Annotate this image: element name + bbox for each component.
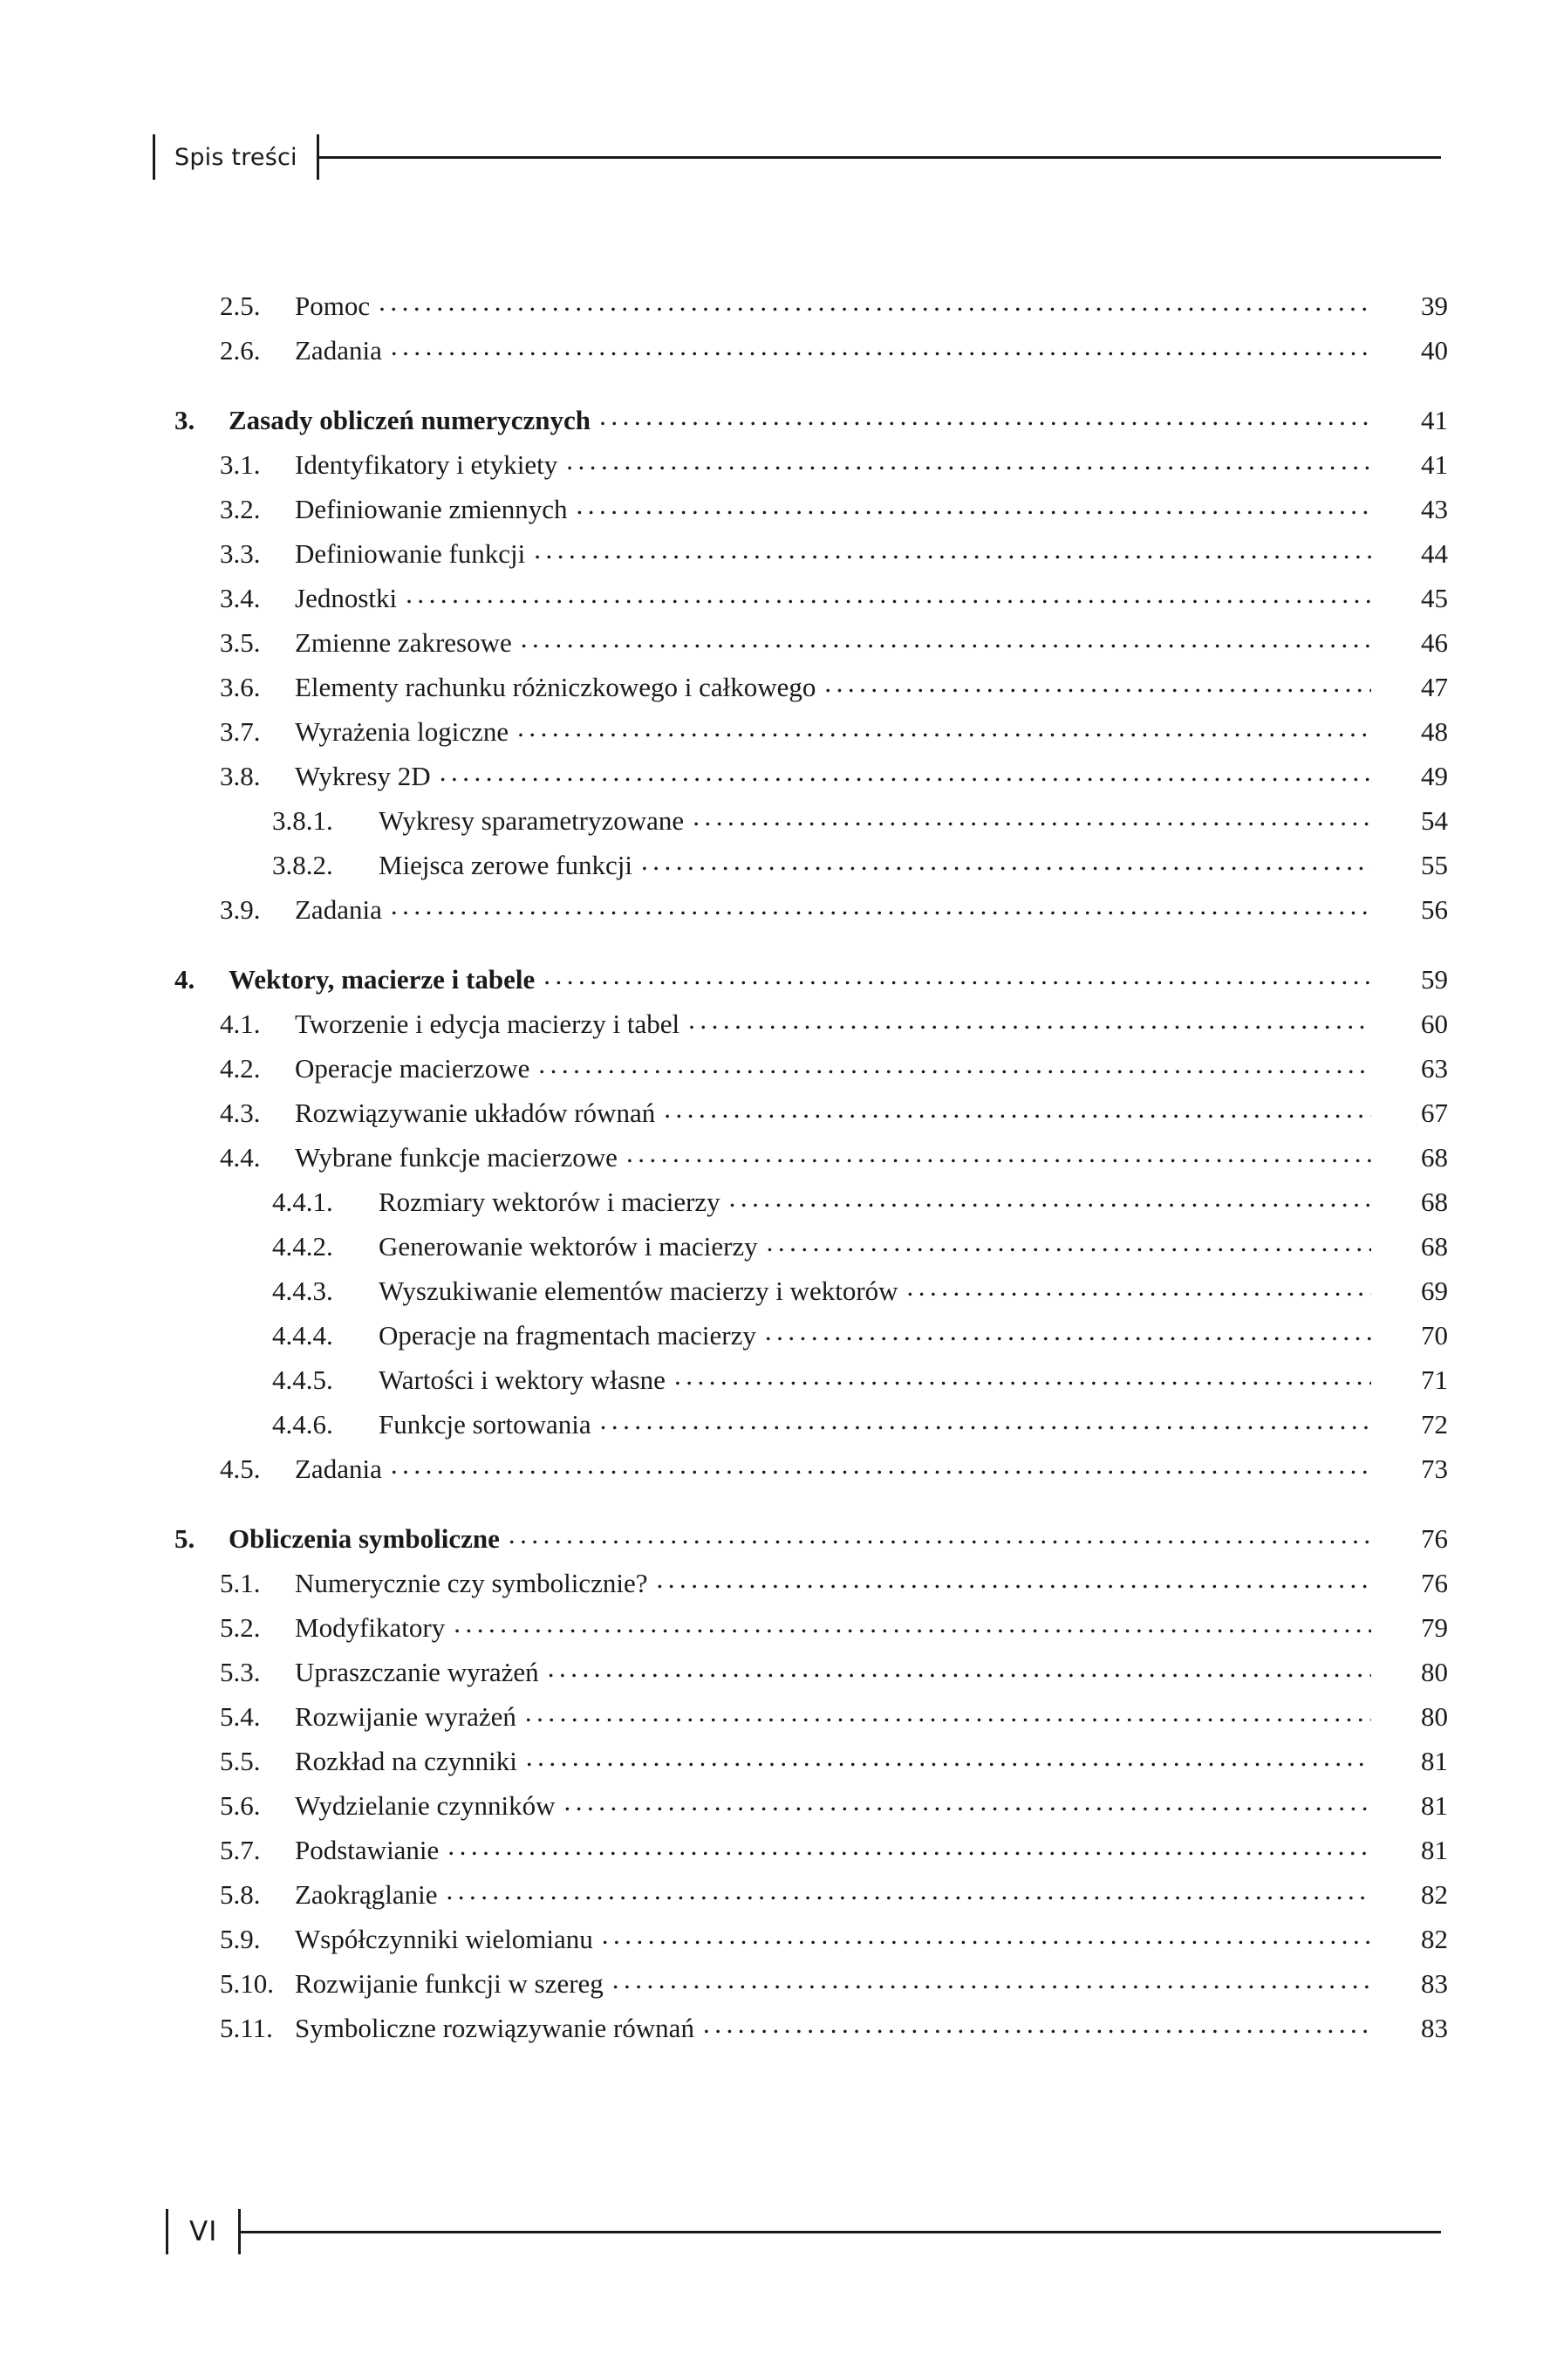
toc-entry-page: 40	[1421, 335, 1448, 366]
toc-entry-title: Zadania	[295, 335, 382, 366]
toc-entry-number: 5.5.	[220, 1746, 261, 1776]
toc-entry[interactable]	[220, 1006, 1448, 1037]
toc-entry-number: 4.5.	[220, 1453, 261, 1484]
toc-entry[interactable]	[220, 491, 1448, 523]
toc-entry-title: Rozwiązywanie układów równań	[295, 1098, 656, 1128]
toc-entry-page: 45	[1421, 583, 1448, 613]
toc-entry-leader	[521, 625, 1371, 652]
toc-entry[interactable]	[220, 1743, 1448, 1775]
header-rule-line	[319, 156, 1441, 159]
toc-entry-page: 60	[1421, 1009, 1448, 1039]
toc-entry-title: Wyrażenia logiczne	[295, 716, 509, 747]
toc-entry-title: Numerycznie czy symbolicznie?	[295, 1568, 648, 1598]
toc-entry-number: 5.1.	[220, 1568, 261, 1598]
toc-entry-number: 4.	[174, 964, 195, 995]
toc-entry-title: Tworzenie i edycja macierzy i tabel	[295, 1009, 680, 1039]
toc-entry-title: Wyszukiwanie elementów macierzy i wektorów	[379, 1275, 898, 1306]
toc-entry[interactable]	[272, 803, 1448, 834]
toc-entry[interactable]	[220, 1788, 1448, 1819]
toc-entry-title: Miejsca zerowe funkcji	[379, 850, 632, 880]
toc-entry-title: Symboliczne rozwiązywanie równań	[295, 2013, 694, 2043]
toc-entry[interactable]	[220, 625, 1448, 656]
toc-entry-title: Definiowanie zmiennych	[295, 494, 568, 524]
toc-entry-number: 3.8.	[220, 761, 261, 791]
toc-entry-title: Zmienne zakresowe	[295, 627, 512, 658]
toc-entry-page: 41	[1421, 449, 1448, 480]
toc-entry-title: Zadania	[295, 1453, 382, 1484]
toc-entry[interactable]	[220, 892, 1448, 923]
toc-entry-number: 5.11.	[220, 2013, 273, 2043]
toc-entry-number: 3.5.	[220, 627, 261, 658]
toc-entry-number: 4.4.1.	[272, 1187, 333, 1217]
toc-entry[interactable]	[272, 847, 1448, 879]
toc-entry[interactable]	[272, 1228, 1448, 1260]
toc-entry-title: Zadania	[295, 894, 382, 925]
toc-entry-leader	[564, 1788, 1371, 1815]
toc-entry-number: 4.4.2.	[272, 1231, 333, 1262]
toc-entry[interactable]	[220, 536, 1448, 567]
toc-entry[interactable]	[220, 1877, 1448, 1908]
toc-entry-title: Wydzielanie czynników	[295, 1790, 556, 1821]
footer-rule-line	[241, 2231, 1441, 2233]
toc-entry-leader	[664, 1095, 1371, 1122]
toc-entry[interactable]	[220, 1699, 1448, 1730]
page-footer	[166, 2206, 1441, 2258]
toc-entry-page: 39	[1421, 291, 1448, 321]
toc-entry-leader	[657, 1565, 1371, 1592]
toc-entry-leader	[538, 1050, 1371, 1077]
toc-entry-leader	[406, 580, 1371, 607]
toc-entry-title: Operacje na fragmentach macierzy	[379, 1320, 756, 1351]
toc-entry-number: 5.9.	[220, 1924, 261, 1954]
toc-entry-number: 5.4.	[220, 1701, 261, 1732]
toc-entry-page: 56	[1421, 894, 1448, 925]
toc-entry-number: 5.6.	[220, 1790, 261, 1821]
toc-entry-title: Identyfikatory i etykiety	[295, 449, 558, 480]
toc-entry[interactable]	[220, 447, 1448, 478]
toc-entry-title: Rozwijanie wyrażeń	[295, 1701, 516, 1732]
toc-entry-page: 72	[1421, 1409, 1448, 1440]
toc-entry-page: 67	[1421, 1098, 1448, 1128]
toc-entry-title: Definiowanie funkcji	[295, 538, 526, 569]
toc-entry-page: 63	[1421, 1053, 1448, 1084]
toc-entry-page: 83	[1421, 2013, 1448, 2043]
toc-entry-leader	[729, 1184, 1371, 1211]
toc-entry[interactable]	[174, 402, 1448, 434]
toc-entry[interactable]	[272, 1317, 1448, 1349]
toc-entry-title: Wybrane funkcje macierzowe	[295, 1142, 618, 1173]
toc-entry[interactable]	[220, 288, 1448, 319]
toc-entry[interactable]	[220, 332, 1448, 364]
toc-entry-page: 48	[1421, 716, 1448, 747]
toc-entry-number: 3.8.1.	[272, 805, 333, 836]
toc-entry-leader	[612, 1966, 1371, 1993]
toc-entry-leader	[440, 758, 1371, 785]
toc-entry-title: Zaokrąglanie	[295, 1879, 438, 1910]
toc-entry[interactable]	[220, 1139, 1448, 1171]
toc-entry-number: 3.6.	[220, 672, 261, 702]
toc-entry-title: Zasady obliczeń numerycznych	[229, 405, 591, 435]
toc-entry-page: 46	[1421, 627, 1448, 658]
toc-entry-title: Rozwijanie funkcji w szereg	[295, 1968, 604, 1999]
toc-entry-number: 3.3.	[220, 538, 261, 569]
toc-entry-title: Podstawianie	[295, 1835, 440, 1865]
toc-entry-leader	[543, 961, 1371, 988]
toc-entry-title: Funkcje sortowania	[379, 1409, 591, 1440]
toc-entry-leader	[391, 1451, 1371, 1478]
toc-entry-leader	[599, 402, 1371, 429]
running-header	[153, 131, 1441, 183]
toc-entry-number: 4.4.3.	[272, 1275, 333, 1306]
toc-entry-page: 44	[1421, 538, 1448, 569]
toc-entry-page: 68	[1421, 1231, 1448, 1262]
toc-entry-number: 5.2.	[220, 1612, 261, 1643]
toc-entry-number: 3.1.	[220, 449, 261, 480]
toc-entry[interactable]	[220, 1095, 1448, 1126]
toc-entry[interactable]	[220, 1565, 1448, 1597]
toc-entry-title: Wykresy sparametryzowane	[379, 805, 685, 836]
toc-entry-title: Modyfikatory	[295, 1612, 446, 1643]
toc-entry[interactable]	[220, 1610, 1448, 1641]
toc-entry-title: Rozmiary wektorów i macierzy	[379, 1187, 720, 1217]
toc-entry-number: 5.3.	[220, 1657, 261, 1687]
toc-entry-number: 3.9.	[220, 894, 261, 925]
toc-entry[interactable]	[220, 758, 1448, 790]
toc-entry-page: 81	[1421, 1746, 1448, 1776]
toc-entry-leader	[907, 1273, 1371, 1300]
toc-entry-leader	[767, 1228, 1371, 1255]
toc-entry-number: 4.1.	[220, 1009, 261, 1039]
toc-entry-number: 3.8.2.	[272, 850, 333, 880]
toc-list	[174, 288, 1448, 2055]
toc-entry-leader	[600, 1406, 1371, 1433]
toc-entry-number: 4.3.	[220, 1098, 261, 1128]
toc-entry-page: 49	[1421, 761, 1448, 791]
toc-entry-page: 79	[1421, 1612, 1448, 1643]
toc-entry-number: 5.	[174, 1523, 195, 1554]
toc-entry-leader	[379, 288, 1371, 315]
toc-entry-leader	[391, 892, 1371, 919]
toc-entry-title: Rozkład na czynniki	[295, 1746, 517, 1776]
toc-entry[interactable]	[220, 580, 1448, 612]
toc-entry-leader	[525, 1699, 1371, 1726]
toc-entry-leader	[688, 1006, 1371, 1033]
toc-entry-leader	[447, 1877, 1371, 1904]
toc-entry-page: 68	[1421, 1142, 1448, 1173]
toc-entry-leader	[641, 847, 1371, 874]
toc-entry-number: 2.5.	[220, 291, 261, 321]
toc-entry-number: 5.7.	[220, 1835, 261, 1865]
toc-entry-page: 76	[1421, 1568, 1448, 1598]
toc-entry-page: 41	[1421, 405, 1448, 435]
toc-entry-leader	[765, 1317, 1371, 1344]
toc-entry[interactable]	[272, 1184, 1448, 1215]
toc-entry[interactable]	[174, 1521, 1448, 1552]
toc-entry-page: 68	[1421, 1187, 1448, 1217]
toc-entry[interactable]	[220, 1451, 1448, 1482]
toc-entry[interactable]	[220, 1050, 1448, 1082]
toc-entry[interactable]	[220, 1832, 1448, 1864]
toc-entry-leader	[693, 803, 1371, 830]
toc-entry-leader	[517, 714, 1371, 741]
toc-entry-number: 4.4.5.	[272, 1364, 333, 1395]
toc-entry-number: 3.4.	[220, 583, 261, 613]
toc-entry[interactable]	[220, 714, 1448, 745]
toc-entry-page: 80	[1421, 1657, 1448, 1687]
toc-entry-page: 81	[1421, 1835, 1448, 1865]
toc-entry-title: Operacje macierzowe	[295, 1053, 530, 1084]
toc-entry-number: 4.4.4.	[272, 1320, 333, 1351]
toc-entry-leader	[548, 1654, 1371, 1681]
toc-entry-page: 80	[1421, 1701, 1448, 1732]
toc-entry-number: 2.6.	[220, 335, 261, 366]
page-number: VI	[189, 2216, 218, 2247]
toc-entry-title: Obliczenia symboliczne	[229, 1523, 500, 1554]
toc-entry-number: 3.2.	[220, 494, 261, 524]
toc-entry-leader	[626, 1139, 1371, 1166]
toc-entry-leader	[391, 332, 1371, 359]
toc-entry-leader	[824, 669, 1371, 696]
toc-entry-page: 55	[1421, 850, 1448, 880]
toc-entry-leader	[454, 1610, 1371, 1637]
toc-entry[interactable]	[220, 2010, 1448, 2041]
toc-entry-title: Jednostki	[295, 583, 398, 613]
toc-entry-title: Generowanie wektorów i macierzy	[379, 1231, 758, 1262]
toc-entry-title: Upraszczanie wyrażeń	[295, 1657, 539, 1687]
toc-entry-number: 4.2.	[220, 1053, 261, 1084]
toc-entry-number: 5.8.	[220, 1879, 261, 1910]
toc-entry-title: Wartości i wektory własne	[379, 1364, 666, 1395]
toc-entry-page: 82	[1421, 1924, 1448, 1954]
toc-entry-page: 81	[1421, 1790, 1448, 1821]
toc-entry-title: Wykresy 2D	[295, 761, 431, 791]
toc-entry-page: 70	[1421, 1320, 1448, 1351]
toc-entry-number: 3.7.	[220, 716, 261, 747]
toc-entry[interactable]	[272, 1406, 1448, 1438]
toc-entry-page: 43	[1421, 494, 1448, 524]
toc-entry-page: 83	[1421, 1968, 1448, 1999]
toc-entry[interactable]	[174, 961, 1448, 993]
toc-entry-number: 3.	[174, 405, 195, 435]
toc-entry[interactable]	[220, 1654, 1448, 1686]
toc-entry-page: 59	[1421, 964, 1448, 995]
toc-entry-title: Elementy rachunku różniczkowego i całkowego	[295, 672, 816, 702]
toc-entry-title: Wektory, macierze i tabele	[229, 964, 536, 995]
toc-entry-number: 4.4.	[220, 1142, 261, 1173]
toc-entry-page: 73	[1421, 1453, 1448, 1484]
toc-entry[interactable]	[220, 1921, 1448, 1953]
toc-entry-leader	[526, 1743, 1371, 1770]
toc-entry-leader	[509, 1521, 1371, 1548]
toc-entry-leader	[566, 447, 1371, 474]
toc-entry[interactable]	[272, 1362, 1448, 1393]
toc-entry-leader	[674, 1362, 1371, 1389]
toc-entry-page: 82	[1421, 1879, 1448, 1910]
toc-entry-page: 76	[1421, 1523, 1448, 1554]
toc-entry[interactable]	[220, 1966, 1448, 1997]
toc-entry-title: Pomoc	[295, 291, 371, 321]
toc-entry-leader	[447, 1832, 1371, 1859]
toc-entry-page: 71	[1421, 1364, 1448, 1395]
toc-entry-leader	[576, 491, 1371, 518]
toc-entry[interactable]	[272, 1273, 1448, 1304]
header-title: Spis treści	[174, 143, 297, 171]
toc-entry-leader	[602, 1921, 1371, 1948]
toc-entry-number: 5.10.	[220, 1968, 274, 1999]
toc-entry-page: 69	[1421, 1275, 1448, 1306]
toc-entry-leader	[703, 2010, 1371, 2037]
toc-entry-leader	[534, 536, 1371, 563]
toc-entry-title: Współczynniki wielomianu	[295, 1924, 593, 1954]
toc-entry-number: 4.4.6.	[272, 1409, 333, 1440]
toc-entry-page: 47	[1421, 672, 1448, 702]
toc-entry[interactable]	[220, 669, 1448, 701]
toc-entry-page: 54	[1421, 805, 1448, 836]
